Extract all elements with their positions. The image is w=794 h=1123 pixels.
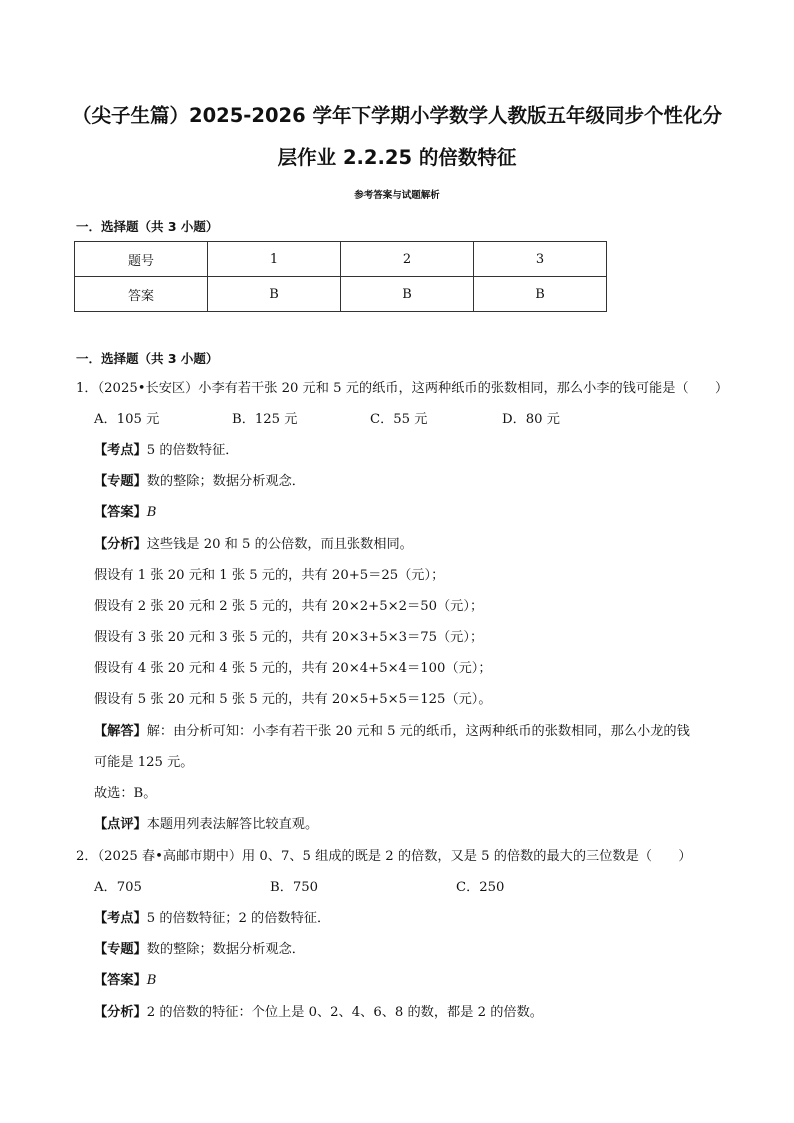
question-1-analysis-line: 假设有 3 张 20 元和 3 张 5 元的，共有 20×3+5×3＝75（元）； — [94, 630, 484, 645]
question-1-stem: 1．（2025•长安区）小李有若干张 20 元和 5 元的纸币，这两种纸币的张数相同，那么小李的钱可能是（ ） — [76, 381, 729, 396]
jieda-tag: 【解答】 — [94, 724, 147, 739]
answer-table — [74, 241, 607, 312]
question-2-option-a: A．705 — [94, 880, 142, 895]
question-1-option-b: B．125 元 — [232, 412, 298, 427]
kaodian-tag: 【考点】 — [94, 443, 147, 458]
answer-table-header-label: 题号 — [75, 242, 208, 277]
section-heading-questions: 一．选择题（共 3 小题） — [76, 351, 219, 366]
daan-tag: 【答案】 — [94, 505, 147, 520]
answer-table-answer-label: 答案 — [75, 277, 208, 312]
question-1-daan — [94, 504, 156, 522]
question-1-option-d: D．80 元 — [502, 412, 560, 427]
document-title-line-2: 层作业 2.2.25 的倍数特征 — [277, 146, 517, 169]
answer-table-row-numbers — [75, 242, 607, 277]
question-1-jieda — [94, 723, 690, 741]
fenxi-text: 这些钱是 20 和 5 的公倍数，而且张数相同。 — [146, 537, 413, 552]
question-1-analysis-line: 假设有 1 张 20 元和 1 张 5 元的，共有 20+5＝25（元）； — [94, 568, 445, 583]
question-1-kaodian — [94, 442, 238, 460]
question-1-option-c: C．55 元 — [370, 412, 428, 427]
question-2-option-b: B．750 — [270, 880, 319, 895]
answer-table-answer: B — [341, 277, 474, 312]
dianping-text: 本题用列表法解答比较直观。 — [146, 817, 319, 832]
answer-table-number: 1 — [208, 242, 341, 277]
question-1-analysis-line: 假设有 4 张 20 元和 4 张 5 元的，共有 20×4+5×4＝100（元）； — [94, 661, 492, 676]
document-title-line-1: （尖子生篇）2025-2026 学年下学期小学数学人教版五年级同步个性化分 — [72, 104, 722, 127]
daan-text: B — [146, 973, 157, 988]
question-1-analysis-line: 假设有 5 张 20 元和 5 张 5 元的，共有 20×5+5×5＝125（元）。 — [94, 692, 492, 707]
question-2-stem: 2．（2025 春•高邮市期中）用 0、7、5 组成的既是 2 的倍数，又是 5 的倍数的最大的三位数是（ ） — [76, 849, 692, 864]
zhuanti-text: 数的整除；数据分析观念． — [146, 942, 305, 957]
fenxi-text: 2 的倍数的特征：个位上是 0、2、4、6、8 的数，都是 2 的倍数。 — [146, 1005, 543, 1020]
question-2-zhuanti — [94, 941, 305, 959]
dianping-tag: 【点评】 — [94, 817, 147, 832]
kaodian-text: 5 的倍数特征． — [146, 443, 239, 458]
daan-tag: 【答案】 — [94, 973, 147, 988]
daan-text: B — [146, 505, 157, 520]
question-2-fenxi — [94, 1004, 543, 1022]
answer-table-number: 2 — [341, 242, 474, 277]
question-1-option-a: A．105 元 — [94, 412, 160, 427]
question-1-options — [94, 411, 694, 429]
zhuanti-text: 数的整除；数据分析观念． — [146, 474, 305, 489]
answer-table-number: 3 — [474, 242, 607, 277]
zhuanti-tag: 【专题】 — [94, 474, 147, 489]
kaodian-text: 5 的倍数特征；2 的倍数特征． — [146, 911, 331, 926]
answer-table-answer: B — [474, 277, 607, 312]
kaodian-tag: 【考点】 — [94, 911, 147, 926]
question-2-daan — [94, 972, 156, 990]
question-1-fenxi — [94, 536, 413, 554]
section-heading-table: 一．选择题（共 3 小题） — [76, 219, 219, 234]
question-1-zhuanti — [94, 473, 305, 491]
question-1-analysis-line: 假设有 2 张 20 元和 2 张 5 元的，共有 20×2+5×2＝50（元）； — [94, 599, 484, 614]
document-subtitle: 参考答案与试题解析 — [354, 190, 440, 201]
zhuanti-tag: 【专题】 — [94, 942, 147, 957]
question-2-options — [94, 879, 594, 897]
question-2-kaodian — [94, 910, 330, 928]
answer-table-row-answers — [75, 277, 607, 312]
question-1-choice: 故选：B。 — [94, 786, 157, 801]
question-1-dianping — [94, 816, 318, 834]
question-2-option-c: C．250 — [456, 880, 505, 895]
answer-table-answer: B — [208, 277, 341, 312]
fenxi-tag: 【分析】 — [94, 1005, 147, 1020]
fenxi-tag: 【分析】 — [94, 537, 147, 552]
jieda-text: 解：由分析可知：小李有若干张 20 元和 5 元的纸币，这两种纸币的张数相同，那么小龙的钱 — [146, 724, 690, 739]
question-1-jieda-continued: 可能是 125 元。 — [94, 755, 194, 770]
